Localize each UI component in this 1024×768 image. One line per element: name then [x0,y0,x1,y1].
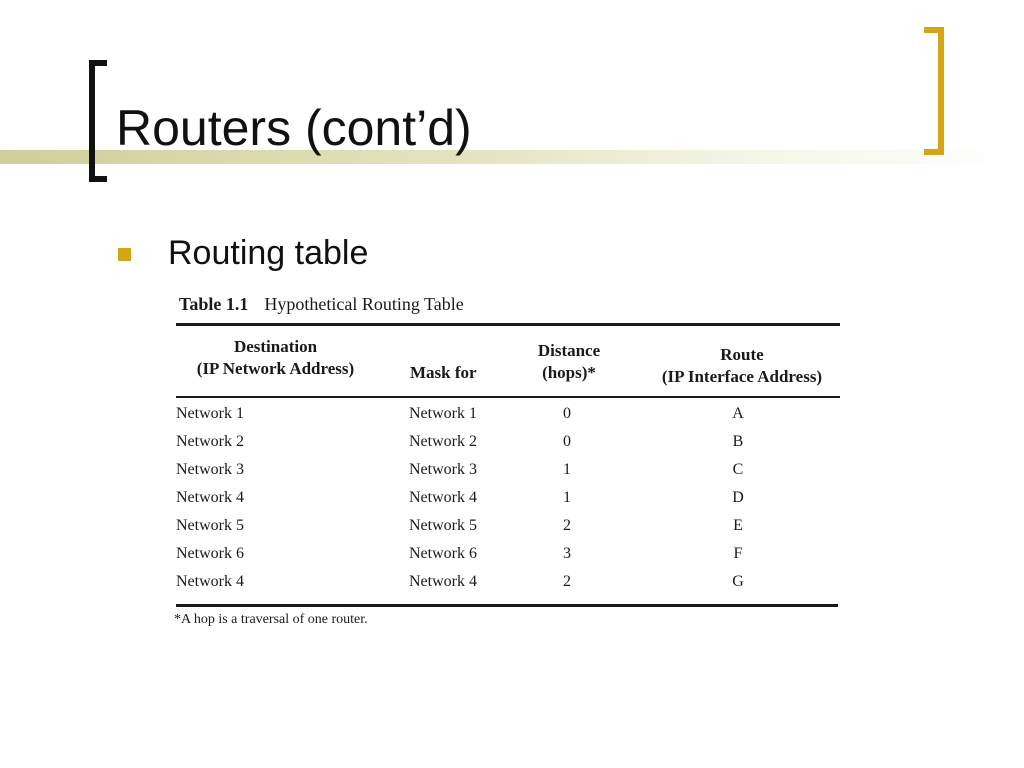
cell-distance: 1 [563,461,571,478]
cell-mask: Network 5 [409,517,477,534]
table-row [172,456,842,484]
cell-destination: Network 3 [176,461,244,478]
cell-mask: Network 2 [409,433,477,450]
header-distance-line1: Distance [537,341,601,360]
table-row [172,512,842,540]
bullet-text: Routing table [168,234,369,272]
header-route-line2: (IP Interface Address) [661,367,823,386]
cell-route: G [732,573,744,590]
cell-route: F [733,545,743,562]
header-destination-line2: (IP Network Address) [196,359,355,378]
cell-distance: 2 [563,573,571,590]
cell-route: D [732,489,744,506]
table-row [172,484,842,512]
table-row [172,400,842,428]
cell-distance: 0 [563,405,571,422]
cell-distance: 3 [563,545,571,562]
header-mask: Mask for [410,363,477,382]
table-row [172,568,842,596]
cell-destination: Network 4 [176,489,244,506]
left-bracket-decoration [89,60,107,182]
cell-destination: Network 6 [176,545,244,562]
header-distance [524,340,614,384]
cell-distance: 0 [563,433,571,450]
right-bracket-decoration [924,27,944,155]
table-caption-title: Hypothetical Routing Table [264,294,464,314]
header-distance-line2: (hops)* [542,363,596,382]
cell-destination: Network 5 [176,517,244,534]
routing-table-figure [172,292,842,632]
table-footnote: *A hop is a traversal of one router. [174,612,368,627]
cell-mask: Network 3 [409,461,477,478]
cell-distance: 1 [563,489,571,506]
cell-destination: Network 2 [176,433,244,450]
cell-route: A [732,405,744,422]
cell-destination: Network 1 [176,405,244,422]
cell-destination: Network 4 [176,573,244,590]
table-row [172,540,842,568]
table-top-rule [176,323,840,326]
cell-route: C [732,461,744,478]
cell-mask: Network 6 [409,545,477,562]
header-route [642,344,842,388]
cell-route: E [733,517,743,534]
slide-title: Routers (cont’d) [116,100,472,156]
header-route-line1: Route [720,345,764,364]
cell-mask: Network 4 [409,489,477,506]
table-caption [179,294,464,315]
table-caption-number: Table 1.1 [179,294,249,314]
header-destination-line1: Destination [233,337,318,356]
table-header-rule [176,396,840,398]
cell-mask: Network 1 [409,405,477,422]
bullet-square-icon [118,248,131,261]
cell-route: B [732,433,744,450]
table-bottom-rule [176,604,838,607]
cell-mask: Network 4 [409,573,477,590]
header-destination [178,336,373,380]
cell-distance: 2 [563,517,571,534]
table-row [172,428,842,456]
